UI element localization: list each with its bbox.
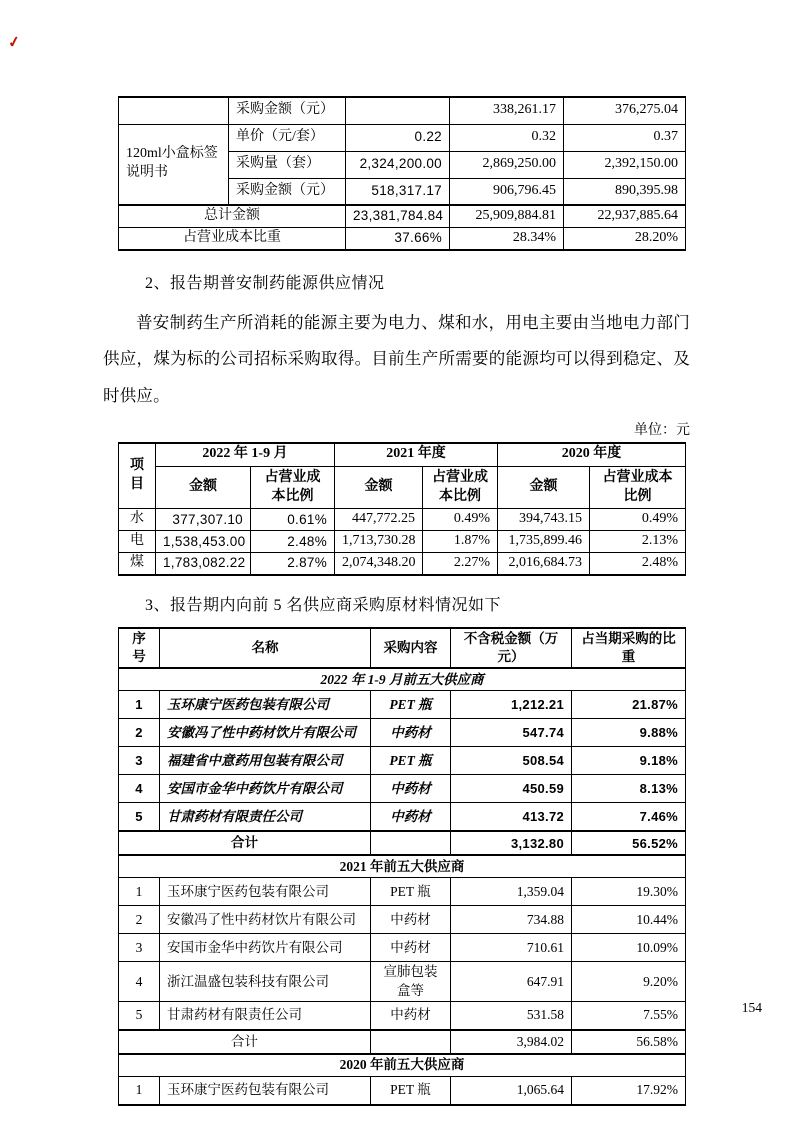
cell-attr: 采购金额（元）	[229, 178, 346, 205]
cell-supplier-name: 安徽冯了性中药材饮片有限公司	[160, 906, 371, 934]
supplier-total-row	[119, 1030, 686, 1054]
section2-paragraph: 普安制药生产所消耗的能源主要为电力、煤和水，用电主要由当地电力部门供应，煤为标的公司招标采购取得。目前生产所需要的能源均可以得到稳定、及时供应。	[103, 312, 690, 406]
ratio-label: 占营业成本比重	[119, 227, 346, 249]
cell-amount-2020: 1,735,899.46	[498, 531, 590, 553]
cell-seq: 1	[119, 1076, 160, 1105]
total-row	[119, 205, 686, 227]
cell-ratio: 10.44%	[572, 906, 686, 934]
cell-seq: 4	[119, 775, 160, 803]
supplier-section-row	[119, 668, 686, 691]
cell-supplier-name: 甘肃药材有限责任公司	[160, 1001, 371, 1030]
cell-attr: 采购金额（元）	[229, 97, 346, 124]
header-amount: 金额	[498, 467, 590, 509]
cell-ratio-2022: 0.61%	[251, 509, 335, 531]
cell-2021: 338,261.17	[450, 97, 564, 124]
cell-supplier-name: 浙江温盛包装科技有限公司	[160, 962, 371, 1001]
header-name: 名称	[160, 628, 371, 668]
unit-label: 单位：元	[634, 422, 690, 438]
cell-supplier-name: 福建省中意药用包装有限公司	[160, 747, 371, 775]
cell-ratio-2020: 2.48%	[590, 553, 686, 575]
supplier-header-row	[119, 628, 686, 668]
ratio-2022: 37.66%	[346, 227, 450, 249]
cell-item: 煤	[119, 553, 156, 575]
cell-amount-2022: 377,307.10	[156, 509, 251, 531]
cell-supplier-name: 玉环康宁医药包装有限公司	[160, 878, 371, 906]
cell-ratio: 17.92%	[572, 1076, 686, 1105]
cell-content: PET 瓶	[371, 878, 451, 906]
cell-amount: 413.72	[451, 803, 572, 832]
cell-2020: 890,395.98	[564, 178, 686, 205]
cell-2021: 0.32	[450, 124, 564, 151]
total-label: 合计	[119, 831, 371, 855]
supplier-table	[118, 627, 686, 1106]
cell-amount: 710.61	[451, 934, 572, 962]
cell-amount: 1,212.21	[451, 691, 572, 719]
cell-content: 宣肺包装盒等	[371, 962, 451, 1001]
supplier-row	[119, 906, 686, 934]
cell-ratio: 8.13%	[572, 775, 686, 803]
total-content-empty	[371, 1030, 451, 1054]
supplier-section-row	[119, 855, 686, 878]
cell-supplier-name: 安徽冯了性中药材饮片有限公司	[160, 719, 371, 747]
supplier-section-title: 2021 年前五大供应商	[119, 855, 686, 878]
supplier-row	[119, 775, 686, 803]
header-ratio: 占当期采购的比重	[572, 628, 686, 668]
cell-seq: 3	[119, 934, 160, 962]
cell-content: 中药材	[371, 719, 451, 747]
cell-item: 电	[119, 531, 156, 553]
cell-ratio: 9.88%	[572, 719, 686, 747]
total-2020: 22,937,885.64	[564, 205, 686, 227]
ratio-row	[119, 227, 686, 249]
cell-seq: 4	[119, 962, 160, 1001]
cell-amount: 1,065.64	[451, 1076, 572, 1105]
supplier-row	[119, 747, 686, 775]
total-2021: 25,909,884.81	[450, 205, 564, 227]
cell-seq: 5	[119, 1001, 160, 1030]
total-amount: 3,984.02	[451, 1030, 572, 1054]
cell-ratio: 7.55%	[572, 1001, 686, 1030]
cell-amount-2022: 1,538,453.00	[156, 531, 251, 553]
cell-amount: 531.58	[451, 1001, 572, 1030]
cell-ratio: 9.20%	[572, 962, 686, 1001]
supplier-total-row	[119, 831, 686, 855]
total-label: 总计金额	[119, 205, 346, 227]
energy-table	[118, 442, 686, 576]
cell-ratio-2021: 1.87%	[423, 531, 498, 553]
header-ratio: 占营业成本比例	[590, 467, 686, 509]
procurement-table	[118, 96, 686, 251]
supplier-row	[119, 719, 686, 747]
total-ratio: 56.58%	[572, 1030, 686, 1054]
total-2022: 23,381,784.84	[346, 205, 450, 227]
cell-seq: 5	[119, 803, 160, 832]
cell-ratio: 21.87%	[572, 691, 686, 719]
cell-seq: 2	[119, 719, 160, 747]
cell-amount-2020: 394,743.15	[498, 509, 590, 531]
red-annotation-mark: ✓	[6, 34, 22, 52]
cell-2021: 2,869,250.00	[450, 151, 564, 178]
supplier-table-body	[119, 668, 686, 1104]
cell-ratio-2020: 0.49%	[590, 509, 686, 531]
cell-2022: 0.22	[346, 124, 450, 151]
cell-content: 中药材	[371, 934, 451, 962]
cell-supplier-name: 安国市金华中药饮片有限公司	[160, 934, 371, 962]
ratio-2020: 28.20%	[564, 227, 686, 249]
cell-ratio: 9.18%	[572, 747, 686, 775]
header-amount: 不含税金额（万元）	[451, 628, 572, 668]
cell-2022	[346, 97, 450, 124]
cell-2022: 2,324,200.00	[346, 151, 450, 178]
cell-amount-2021: 2,074,348.20	[335, 553, 423, 575]
cell-2022: 518,317.17	[346, 178, 450, 205]
section3-heading: 3、报告期内向前 5 名供应商采购原材料情况如下	[145, 597, 502, 615]
cell-2021: 906,796.45	[450, 178, 564, 205]
supplier-row	[119, 1001, 686, 1030]
header-seq: 序号	[119, 628, 160, 668]
cell-ratio: 19.30%	[572, 878, 686, 906]
cell-seq: 1	[119, 691, 160, 719]
cell-item-empty	[119, 97, 229, 124]
total-amount: 3,132.80	[451, 831, 572, 855]
total-ratio: 56.52%	[572, 831, 686, 855]
cell-amount-2022: 1,783,082.22	[156, 553, 251, 575]
cell-amount-2021: 447,772.25	[335, 509, 423, 531]
cell-ratio-2021: 2.27%	[423, 553, 498, 575]
cell-ratio-2021: 0.49%	[423, 509, 498, 531]
table-row	[119, 97, 686, 124]
header-period-2022: 2022 年 1-9 月	[156, 443, 335, 467]
supplier-section-title: 2020 年前五大供应商	[119, 1054, 686, 1077]
cell-2020: 2,392,150.00	[564, 151, 686, 178]
supplier-section-title: 2022 年 1-9 月前五大供应商	[119, 668, 686, 691]
cell-2020: 0.37	[564, 124, 686, 151]
header-amount: 金额	[156, 467, 251, 509]
supplier-row	[119, 934, 686, 962]
cell-ratio: 7.46%	[572, 803, 686, 832]
cell-amount: 734.88	[451, 906, 572, 934]
cell-content: 中药材	[371, 1001, 451, 1030]
cell-seq: 1	[119, 878, 160, 906]
cell-content: 中药材	[371, 906, 451, 934]
total-label: 合计	[119, 1030, 371, 1054]
cell-content: PET 瓶	[371, 747, 451, 775]
total-content-empty	[371, 831, 451, 855]
ratio-2021: 28.34%	[450, 227, 564, 249]
supplier-row	[119, 878, 686, 906]
cell-ratio-2022: 2.48%	[251, 531, 335, 553]
cell-item: 水	[119, 509, 156, 531]
cell-attr: 采购量（套）	[229, 151, 346, 178]
header-content: 采购内容	[371, 628, 451, 668]
cell-2020: 376,275.04	[564, 97, 686, 124]
supplier-row	[119, 962, 686, 1001]
cell-attr: 单价（元/套）	[229, 124, 346, 151]
cell-amount-2021: 1,713,730.28	[335, 531, 423, 553]
cell-content: 中药材	[371, 803, 451, 832]
cell-content: 中药材	[371, 775, 451, 803]
cell-amount-2020: 2,016,684.73	[498, 553, 590, 575]
energy-row-water	[119, 509, 686, 531]
cell-supplier-name: 甘肃药材有限责任公司	[160, 803, 371, 832]
cell-amount: 508.54	[451, 747, 572, 775]
cell-seq: 2	[119, 906, 160, 934]
page-number: 154	[741, 1000, 762, 1015]
cell-supplier-name: 玉环康宁医药包装有限公司	[160, 1076, 371, 1105]
section2-heading: 2、报告期普安制药能源供应情况	[145, 274, 385, 292]
energy-row-electricity	[119, 531, 686, 553]
header-period-2021: 2021 年度	[335, 443, 498, 467]
energy-header-sub	[119, 467, 686, 509]
cell-amount: 1,359.04	[451, 878, 572, 906]
supplier-row	[119, 1076, 686, 1105]
header-ratio: 占营业成本比例	[251, 467, 335, 509]
supplier-row	[119, 691, 686, 719]
cell-ratio-2020: 2.13%	[590, 531, 686, 553]
energy-row-coal	[119, 553, 686, 575]
supplier-row	[119, 803, 686, 832]
cell-amount: 547.74	[451, 719, 572, 747]
cell-ratio: 10.09%	[572, 934, 686, 962]
supplier-section-row	[119, 1054, 686, 1077]
cell-supplier-name: 玉环康宁医药包装有限公司	[160, 691, 371, 719]
cell-content: PET 瓶	[371, 691, 451, 719]
cell-amount: 450.59	[451, 775, 572, 803]
cell-item-label: 120ml小盒标签说明书	[119, 124, 229, 205]
cell-seq: 3	[119, 747, 160, 775]
cell-content: PET 瓶	[371, 1076, 451, 1105]
cell-supplier-name: 安国市金华中药饮片有限公司	[160, 775, 371, 803]
table-row	[119, 124, 686, 151]
header-amount: 金额	[335, 467, 423, 509]
header-ratio: 占营业成本比例	[423, 467, 498, 509]
header-period-2020: 2020 年度	[498, 443, 686, 467]
header-item: 项目	[119, 443, 156, 509]
cell-amount: 647.91	[451, 962, 572, 1001]
energy-header-periods	[119, 443, 686, 467]
cell-ratio-2022: 2.87%	[251, 553, 335, 575]
